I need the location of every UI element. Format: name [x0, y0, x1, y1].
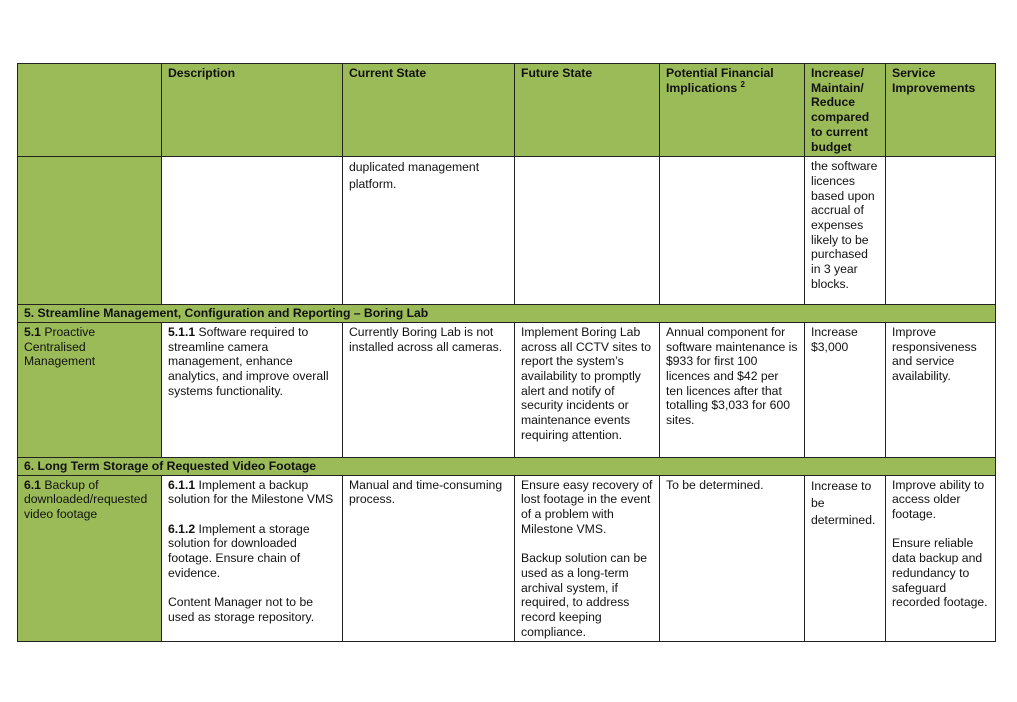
budget-table [17, 63, 996, 642]
description-6-1-2 [168, 522, 336, 581]
description-5-1 [162, 322, 343, 457]
item-5-1-text: Proactive Centralised Management [24, 324, 96, 369]
continued-description-cell [162, 157, 343, 305]
continued-budget: the software licences based upon accrual of expenses likely to be purchased in 3 year blocks. [805, 157, 886, 305]
header-service: Service Improvements [886, 64, 996, 157]
current-state-5-1: Currently Boring Lab is not installed across all cameras. [343, 322, 515, 457]
header-description: Description [162, 64, 343, 157]
continued-item-cell [18, 157, 162, 305]
item-6-1-number: 6.1 [24, 477, 41, 492]
section-5-heading-row [18, 305, 996, 323]
section-6-heading-row [18, 457, 996, 475]
financial-6-1: To be determined. [660, 475, 805, 642]
section-5-title: 5. Streamline Management, Configuration and Reporting – Boring Lab [18, 305, 996, 323]
description-6-1-1-number: 6.1.1 [168, 477, 196, 492]
description-6-1-2-number: 6.1.2 [168, 521, 196, 536]
description-6-1 [162, 475, 343, 642]
description-6-1-1 [168, 478, 336, 507]
future-state-6-1-para-1: Ensure easy recovery of lost footage in the event of a problem with Milestone VMS. [521, 477, 653, 536]
description-5-1-1-number: 5.1.1 [168, 324, 196, 339]
item-5-1-number: 5.1 [24, 324, 41, 339]
section-6-title: 6. Long Term Storage of Requested Video Footage [18, 457, 996, 475]
budget-5-1: Increase $3,000 [805, 322, 886, 457]
future-state-6-1-para-2: Backup solution can be used as a long-term archival system, if required, to address record keeping compliance. [521, 551, 648, 639]
description-5-1-1-text: Software required to streamline camera management, enhance analytics, and improve overall systems functionality. [168, 324, 329, 398]
service-5-1: Improve responsiveness and service availability. [886, 322, 996, 457]
continued-financial [660, 157, 805, 305]
item-6-1 [18, 475, 162, 642]
header-financial [660, 64, 805, 157]
service-6-1 [886, 475, 996, 642]
footnote-marker: 2 [740, 79, 745, 89]
service-6-1-para-2: Ensure reliable data backup and redundancy to safeguard recorded footage. [892, 536, 988, 610]
header-financial-label: Potential Financial Implications [666, 66, 774, 95]
header-future-state: Future State [515, 64, 660, 157]
item-6-1-text: Backup of downloaded/requested video footage [24, 477, 148, 522]
header-item-cell [18, 64, 162, 157]
continued-future-state [515, 157, 660, 305]
current-state-6-1: Manual and time-consuming process. [343, 475, 515, 642]
section-5-row [18, 322, 996, 457]
header-current-state: Current State [343, 64, 515, 157]
continued-row [18, 157, 996, 305]
item-5-1 [18, 322, 162, 457]
header-row [18, 64, 996, 157]
service-6-1-para-1: Improve ability to access older footage. [892, 477, 985, 522]
financial-5-1: Annual component for software maintenance is $933 for first 100 licences and $42 per ten licences after that totalling $3,033 for 600 sites. [660, 322, 805, 457]
section-6-row [18, 475, 996, 642]
future-state-5-1: Implement Boring Lab across all CCTV sites to report the system’s availability to promptly alert and notify of security incidents or maintenance events requiring attention. [515, 322, 660, 457]
future-state-6-1 [515, 475, 660, 642]
header-budget: Increase/ Maintain/ Reduce compared to current budget [805, 64, 886, 157]
description-6-1-note: Content Manager not to be used as storage repository. [168, 595, 315, 624]
description-6-1-1-text: Implement a backup solution for the Milestone VMS [168, 477, 334, 507]
continued-current-state: duplicated management platform. [343, 157, 515, 305]
continued-service [886, 157, 996, 305]
budget-6-1: Increase to be determined. [805, 475, 886, 642]
description-6-1-2-text: Implement a storage solution for downloaded footage. Ensure chain of evidence. [168, 521, 310, 580]
